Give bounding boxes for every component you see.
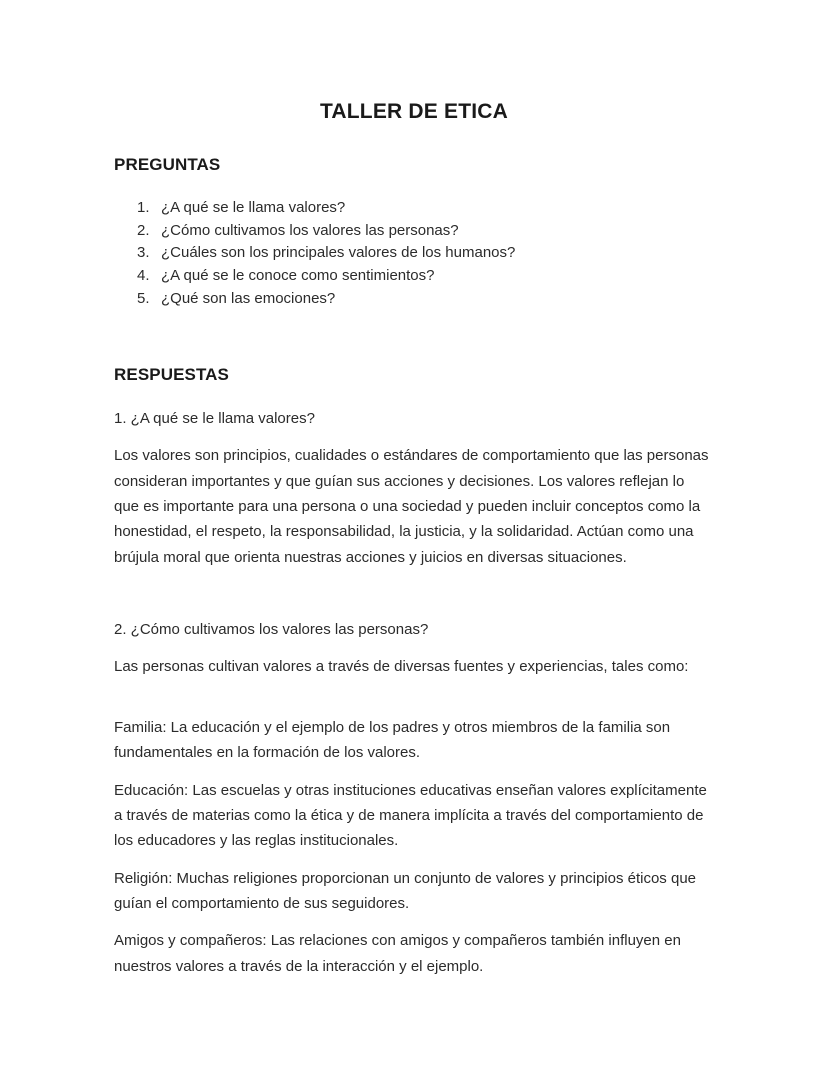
source-item-educacion: Educación: Las escuelas y otras instituciones educativas enseñan valores explícitamente a través de materias como la ética y de manera implícita a través del comportamiento de los educadores y las reglas institucionales. <box>114 781 707 850</box>
source-item-religion: Religión: Muchas religiones proporcionan un conjunto de valores y principios éticos que guían el comportamiento de sus seguidores. <box>114 869 697 912</box>
answer-block-2 <box>114 617 712 679</box>
question-number: 5. <box>137 289 150 307</box>
question-text: ¿Cuáles son los principales valores de los humanos? <box>161 244 516 262</box>
questions-list <box>0 197 828 310</box>
list-item <box>137 265 828 288</box>
question-text: ¿A qué se le conoce como sentimientos? <box>161 267 435 285</box>
value-sources-list <box>114 715 714 979</box>
question-text: ¿A qué se le llama valores? <box>161 199 346 217</box>
question-text: ¿Cómo cultivamos los valores las personas? <box>161 221 459 239</box>
question-number: 1. <box>137 199 150 217</box>
question-number: 3. <box>137 244 150 262</box>
answer-question-label: 2. ¿Cómo cultivamos los valores las personas? <box>114 620 429 638</box>
answer-question-label: 1. ¿A qué se le llama valores? <box>114 410 315 428</box>
answer-block-1 <box>114 406 712 569</box>
page-title: TALLER DE ETICA <box>319 100 509 123</box>
list-item <box>137 197 828 220</box>
question-text: ¿Qué son las emociones? <box>161 289 336 307</box>
source-item-amigos: Amigos y compañeros: Las relaciones con amigos y compañeros también influyen en nuestros valores a través de la interacción y el ejemplo. <box>114 932 681 975</box>
preguntas-section-heading: PREGUNTAS <box>114 155 221 175</box>
answers-container <box>0 406 828 978</box>
list-item <box>137 242 828 265</box>
answer-body: Las personas cultivan valores a través de diversas fuentes y experiencias, tales como: <box>114 657 689 675</box>
question-number: 2. <box>137 221 150 239</box>
list-item <box>137 220 828 243</box>
respuestas-section-heading: RESPUESTAS <box>114 365 229 385</box>
answer-body: Los valores son principios, cualidades o estándares de comportamiento que las personas consideran importantes y que guían sus acciones y decisiones. Los valores reflejan lo que es importante para una persona o una sociedad y pueden incluir conceptos como la honestidad, el respeto, la responsabilidad, la justicia, y la solidaridad. Actúan como una brújula moral que orienta nuestras acciones y juicios en diversas situaciones. <box>114 447 709 566</box>
question-number: 4. <box>137 267 150 285</box>
source-item-familia: Familia: La educación y el ejemplo de los padres y otros miembros de la familia son fundamentales en la formación de los valores. <box>114 719 671 762</box>
list-item <box>137 288 828 311</box>
